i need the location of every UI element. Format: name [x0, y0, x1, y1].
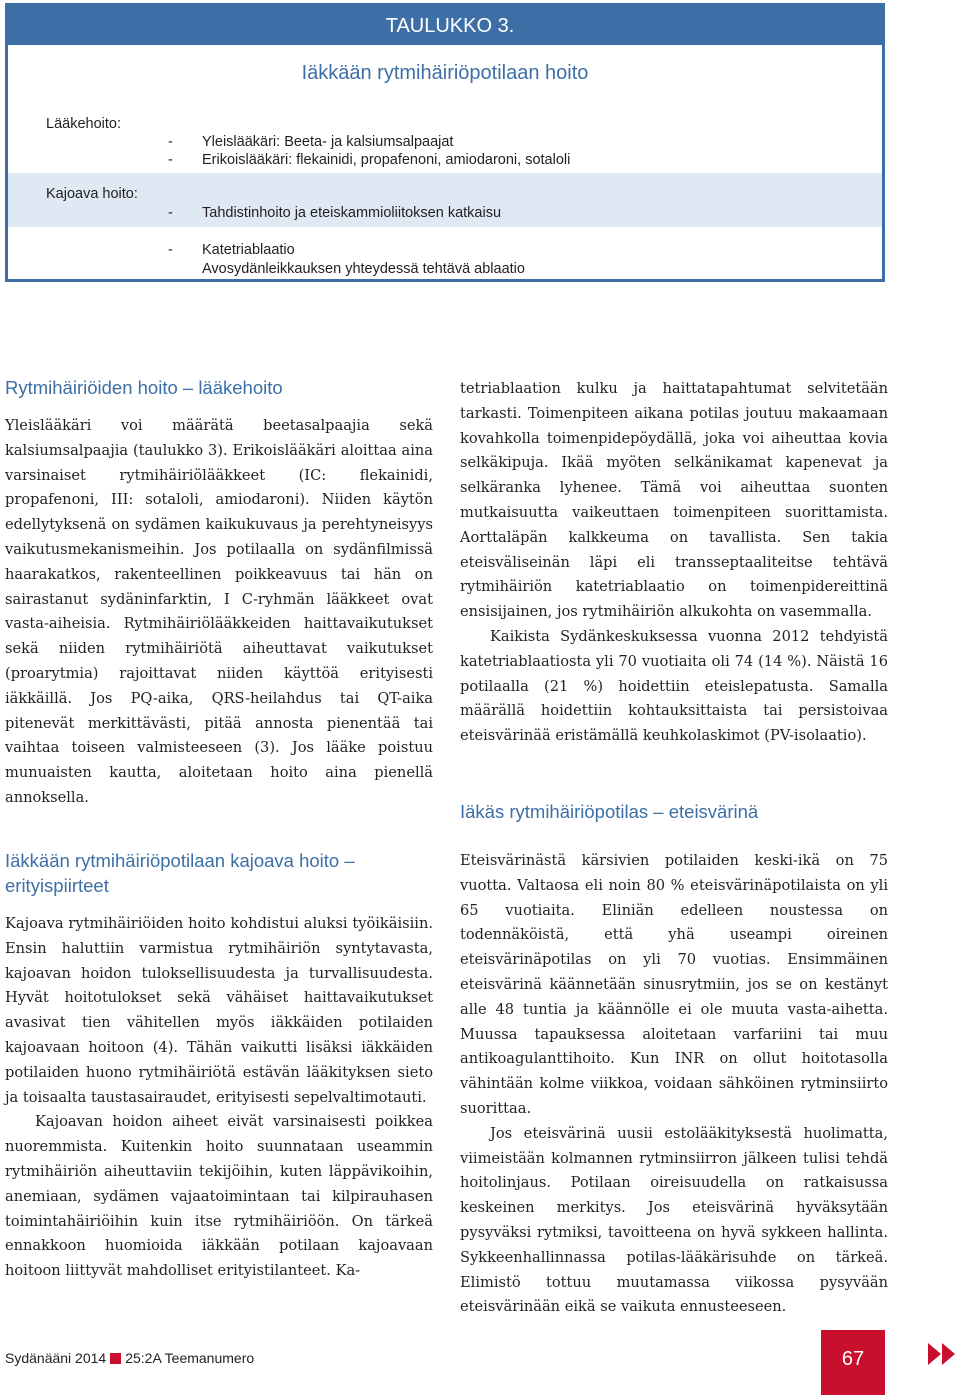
paragraph-medication: Yleislääkäri voi määrätä beetasalpaajia sekä kalsiumsalpaajia (taulukko 3). Erikoislääkäri aloittaa aina varsinaiset rytmihäiriölääkkeet (IC: flekainidi, propafenoni, III: sotaloli, amiodaroni). Niiden käytön edellytyksenä on sydämen kaikukuvaus ja perehtyneisyys vaikutusmekanismeihin. Jos potilaalla on sydänfilmissä haarakatkos, rakenteellinen poikkeavuus tai hän on sairastanut sydäninfarktin, I C-ryhmän lääkkeet ovat vasta-aiheisia. Rytmihäiriölääkkeiden haittavaikutukset sekä niiden rytmihäiriötä aiheuttavat vaikutukset (proarytmia) rajoittavat niiden käyttöä erityisesti iäkkäillä. Jos PQ-aika, QRS-heilahdus tai QT-aika pitenevät merkittävästi, pitää annosta pienentää tai vaihtaa toiseen valmisteeseen (3). Jos lääke poistuu munuaisten kautta, aloitetaan hoito aina pienellä annoksella. [5, 417, 433, 806]
row2-note: Avosydänleikkauksen yhteydessä tehtävä ablaatio [202, 261, 525, 277]
row2-item-1: Tahdistinhoito ja eteiskammioliitoksen katkaisu [202, 205, 502, 221]
table-header-bar [8, 6, 882, 45]
paragraph-af-2: Jos eteisvärinä uusii estolääkityksestä huolimatta, viimeistään kolmannen rytminsiirron jälkeen tulisi tehdä hoitolinjaus. Potilaan oireisuudella on ratkaisussa keskeinen merkitys. Jos eteisvärinä hyväksytään pysyväksi rytmiksi, tavoitteena on hyvä sykkeen hallinta. Sykkeenhallinnassa potilas-lääkärisuhde on tärkeä. Elimistö tottuu muutamassa viikossa pysyvään eteisvärinään eikä se vaikuta ennusteeseen. [460, 1124, 888, 1316]
row1-item-2: Erikoislääkäri: flekainidi, propafenoni, amiodaroni, sotaloli [202, 152, 571, 168]
footer-square-icon [110, 1353, 121, 1364]
right-column-bottom [460, 799, 888, 1320]
paragraph-invasive-2: Kajoavan hoidon aiheet eivät varsinaisesti poikkea nuoremmista. Kuitenkin hoito suunnataan useammin rytmihäiriön aiheuttaviin tekijöihin, kuten läppävikoihin, anemiaan, sydämen vajaatoimintaan tai kilpirauhasen toimintahäiriöihin kuin itse rytmihäiriöön. On tärkeä ennakkoon huomioida iäkkään potilaan kajoavaan hoitoon liittyvät mahdolliset erityistilanteet. Ka- [5, 1113, 433, 1280]
journal-name: Sydänääni 2014 [5, 1350, 107, 1366]
paragraph-af-1: Eteisvärinästä kärsivien potilaiden keski-ikä on 75 vuotta. Valtaosa eli noin 80 % eteisvärinäpotilaista on yli 65 vuotiaita. Eliniän edelleen noustessa on todennäköistä, että yhä useampi oireinen eteisvärinäpotilas on yli 70 vuotias. Ensimmäinen eteisvärinä käännetään sinusrytmiin, jos se on kestänyt alle 48 tuntia ja käännölle ei ole muuta vasta-aihetta. Muussa tapauksessa aloitetaan varfariini tai muu antikoagulanttihoito. Kun INR on ollut hoitotasolla vähintään kolme viikkoa, voidaan sähköinen rytminsiirto suorittaa. [460, 852, 888, 1117]
section-heading-medication: Rytmihäiriöiden hoito – lääkehoito [5, 377, 283, 398]
paragraph-ablation-2: Kaikista Sydänkeskuksessa vuonna 2012 tehdyistä katetriablaatiosta yli 70 vuotiaita oli 74 (14 %). Näistä 16 potilaalla (21 %) hoidettiin eteislepatusta. Samalla määrällä hoidettiin kohtauksittaista tai persistoivaa eteisvärinää eristämällä keuhkolaskimot (PV-isolaatio). [460, 627, 888, 745]
page-number-box [821, 1330, 885, 1395]
row1-dash-1: - [168, 134, 173, 150]
paragraph-invasive-1: Kajoava rytmihäiriöiden hoito kohdistui aluksi työikäisiin. Ensin haluttiin varmistua rytmihäiriön syntytavasta, kajoavan hoidon tuloksellisuudesta ja turvallisuudesta. Hyvät hoitotulokset sekä vähäiset haittavaikutukset avasivat tien vähitellen myös iäkkäiden potilaiden kajoavaan hoitoon (4). Tähän vaikutti lisäksi iäkkäiden potilaiden huono rytmihäiriötä estävän lääkityksen sieto ja toisaalta taustasairaudet, erityisesti sepelvaltimotauti. [5, 915, 433, 1106]
right-column-top [460, 377, 888, 749]
paragraph-ablation-1: tetriablaation kulku ja haittatapahtumat selvitetään tarkasti. Toimenpiteen aikana potilas joutuu makaamaan kovahkolla toimenpidepöydällä, joka voi aiheuttaa kovia selkäkipuja. Ikää myöten selkänikamat kapenevat ja selkäranka lyhenee. Tämä voi aiheuttaa suonten mutkaisuutta vaikeuttaen toimenpiteen suorittamista. Aorttaläpän kalkkeuma on tavallista. Sen takia eteisväliseinän läpi eli transseptaaliteitse tehtävä rytmihäiriön katetriablaatio on toimenpidereittinä ensisijainen, jos rytmihäiriön alkukohta on vasemmalla. [460, 380, 888, 621]
left-column-top [5, 375, 433, 811]
page-number: 67 [841, 1348, 865, 1370]
row2-item-2: Katetriablaatio [202, 242, 295, 258]
double-arrow-right-icon [928, 1343, 956, 1365]
row2-label: Kajoava hoito: [46, 186, 138, 202]
table-label: TAULUKKO 3. [385, 15, 515, 37]
left-column-bottom [5, 848, 433, 1284]
row2-dash-1: - [168, 205, 173, 221]
table-title: Iäkkään rytmihäiriöpotilaan hoito [301, 62, 589, 84]
issue-name: 25:2A Teemanumero [125, 1350, 255, 1366]
row1-dash-2: - [168, 152, 173, 168]
section-heading-invasive: Iäkkään rytmihäiriöpotilaan kajoava hoito – erityispiirteet [5, 850, 355, 896]
table-box [5, 3, 885, 282]
row1-label: Lääkehoito: [46, 116, 121, 132]
row1-item-1: Yleislääkäri: Beeta- ja kalsiumsalpaajat [202, 134, 454, 150]
row2-dash-2: - [168, 242, 173, 258]
section-heading-af: Iäkäs rytmihäiriöpotilas – eteisvärinä [460, 801, 759, 822]
footer-journal [5, 1350, 254, 1366]
